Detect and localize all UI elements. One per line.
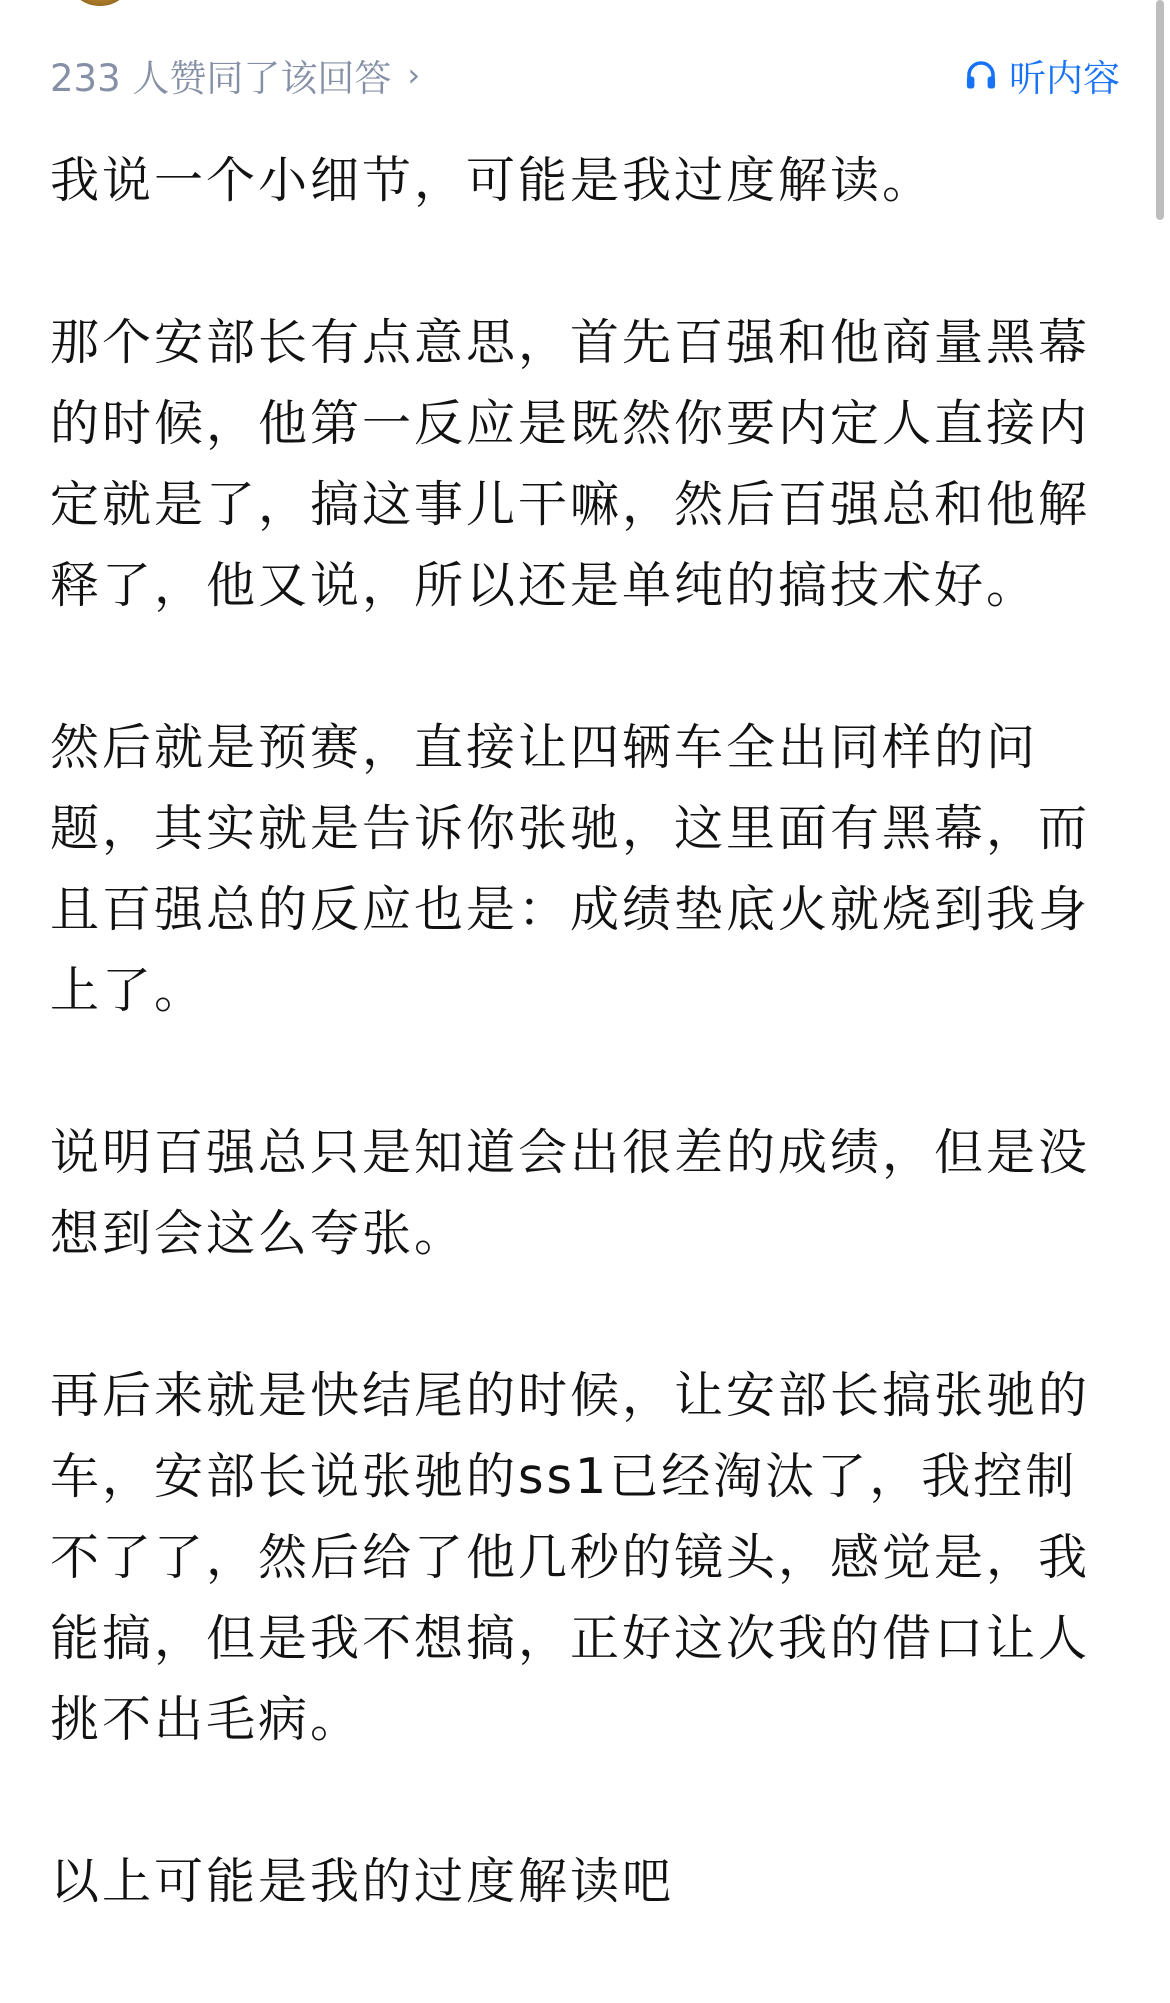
scrollbar-thumb[interactable] <box>1156 0 1164 220</box>
listen-content-button[interactable] <box>963 48 1120 102</box>
answer-paragraph: 然后就是预赛，直接让四辆车全出同样的问题，其实就是告诉你张驰，这里面有黑幕，而且百强总的反应也是：成绩垫底火就烧到我身上了。 <box>50 719 1091 1019</box>
author-avatar[interactable] <box>70 0 130 6</box>
answer-content <box>50 140 1110 2003</box>
answer-paragraph: 我说一个小细节，可能是我过度解读。 <box>50 152 935 209</box>
answer-meta-row <box>50 48 1120 98</box>
approve-count-link[interactable] <box>50 48 420 102</box>
listen-content-label: 听内容 <box>1009 57 1120 100</box>
answer-paragraph: 再后来就是快结尾的时候，让安部长搞张驰的车，安部长说张驰的ss1已经淘汰了，我控制不了了，然后给了他几秒的镜头，感觉是，我能搞，但是我不想搞，正好这次我的借口让人挑不出毛病。 <box>50 1367 1091 1748</box>
author-header-partial <box>0 0 1170 10</box>
scrollbar[interactable] <box>1154 0 1170 1860</box>
chevron-right-icon: › <box>407 56 421 94</box>
headphone-icon <box>963 57 999 93</box>
answer-paragraph: 那个安部长有点意思，首先百强和他商量黑幕的时候，他第一反应是既然你要内定人直接内定就是了，搞这事儿干嘛，然后百强总和他解释了，他又说，所以还是单纯的搞技术好。 <box>50 314 1091 614</box>
answer-paragraph: 以上可能是我的过度解读吧 <box>50 1853 675 1910</box>
answer-paragraph: 说明百强总只是知道会出很差的成绩，但是没想到会这么夸张。 <box>50 1124 1091 1262</box>
approve-count-text: 233 人赞同了该回答 <box>50 57 392 100</box>
